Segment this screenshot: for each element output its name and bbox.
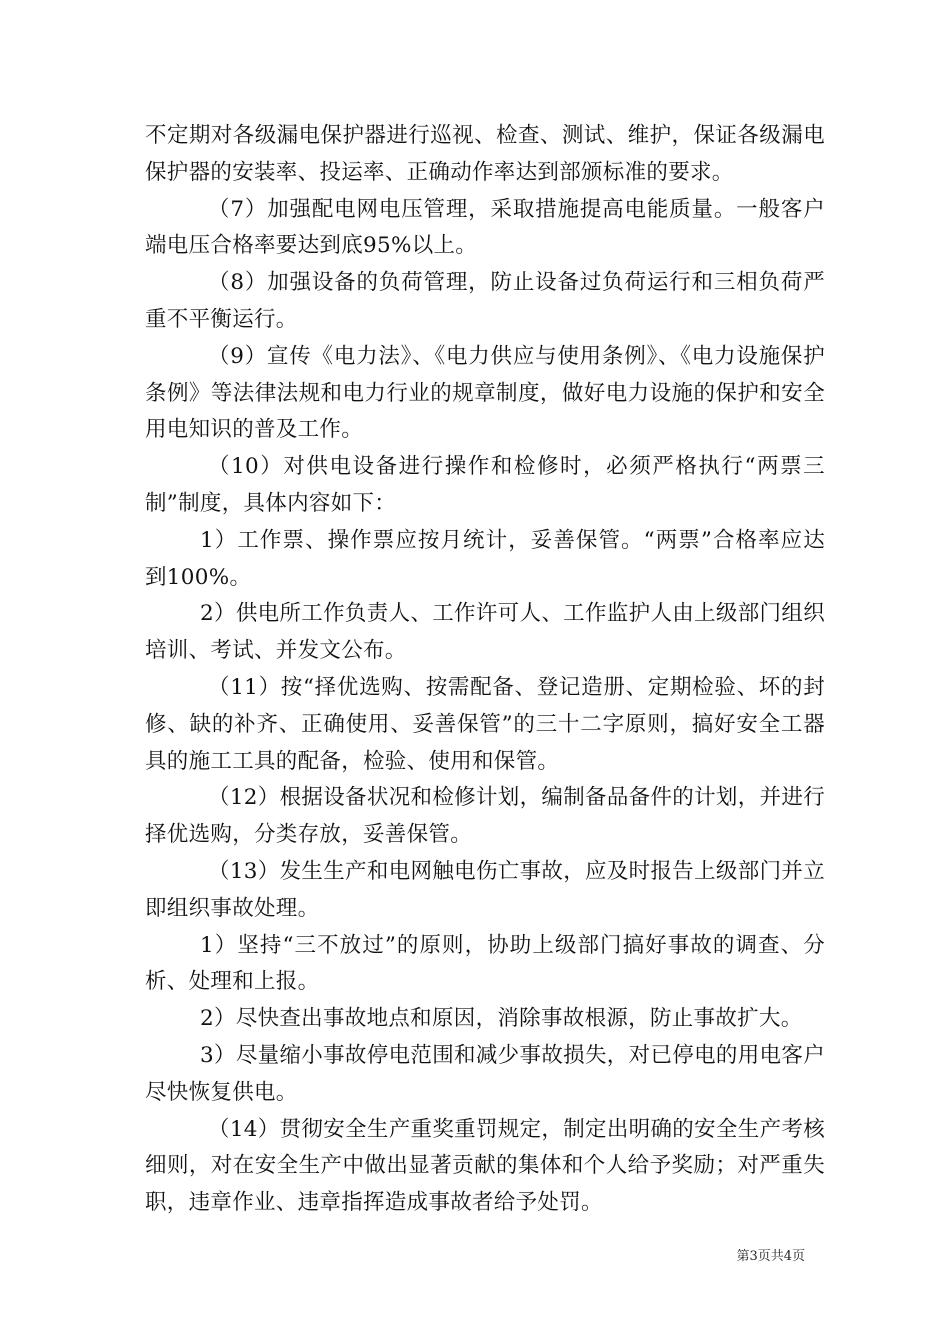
paragraph-subitem-13-3: 3）尽量缩小事故停电范围和减少事故损失，对已停电的用电客户尽快恢复供电。 [145, 1042, 825, 1105]
paragraph-item-13: （13）发生生产和电网触电伤亡事故，应及时报告上级部门并立即组织事故处理。 [145, 858, 825, 921]
body-text [145, 118, 825, 1222]
paragraph-subitem-10-1: 1）工作票、操作票应按月统计，妥善保管。“两票”合格率应达到100%。 [145, 527, 825, 590]
paragraph-continuation: 不定期对各级漏电保护器进行巡视、检查、测试、维护，保证各级漏电保护器的安装率、投运率、正确动作率达到部颁标准的要求。 [145, 123, 825, 185]
paragraph-item-10: （10）对供电设备进行操作和检修时，必须严格执行“两票三制”制度，具体内容如下： [145, 454, 825, 516]
paragraph-item-14: （14）贯彻安全生产重奖重罚规定，制定出明确的安全生产考核细则，对在安全生产中做出显著贡献的集体和个人给予奖励；对严重失职，违章作业、违章指挥造成事故者给予处罚。 [145, 1116, 825, 1216]
paragraph-item-9: （9）宣传《电力法》、《电力供应与使用条例》、《电力设施保护条例》等法律法规和电力行业的规章制度，做好电力设施的保护和安全用电知识的普及工作。 [145, 343, 825, 443]
page-number-footer: 第3页共4页 [736, 1249, 805, 1264]
paragraph-item-12: （12）根据设备状况和检修计划，编制备品备件的计划，并进行择优选购，分类存放，妥善保管。 [145, 785, 825, 848]
paragraph-item-7: （7）加强配电网电压管理，采取措施提高电能质量。一般客户端电压合格率要达到底95%以上。 [145, 196, 825, 259]
paragraph-item-11: （11）按“择优选购、按需配备、登记造册、定期检验、坏的封修、缺的补齐、正确使用、妥善保管”的三十二字原则，搞好安全工器具的施工工具的配备，检验、使用和保管。 [145, 674, 825, 774]
paragraph-subitem-10-2: 2）供电所工作负责人、工作许可人、工作监护人由上级部门组织培训、考试、并发文公布。 [145, 601, 825, 664]
paragraph-subitem-13-1: 1）坚持“三不放过”的原则，协助上级部门搞好事故的调查、分析、处理和上报。 [145, 932, 825, 995]
paragraph-item-8: （8）加强设备的负荷管理，防止设备过负荷运行和三相负荷严重不平衡运行。 [145, 270, 825, 332]
paragraph-subitem-13-2: 2）尽快查出事故地点和原因，消除事故根源，防止事故扩大。 [200, 1006, 803, 1032]
